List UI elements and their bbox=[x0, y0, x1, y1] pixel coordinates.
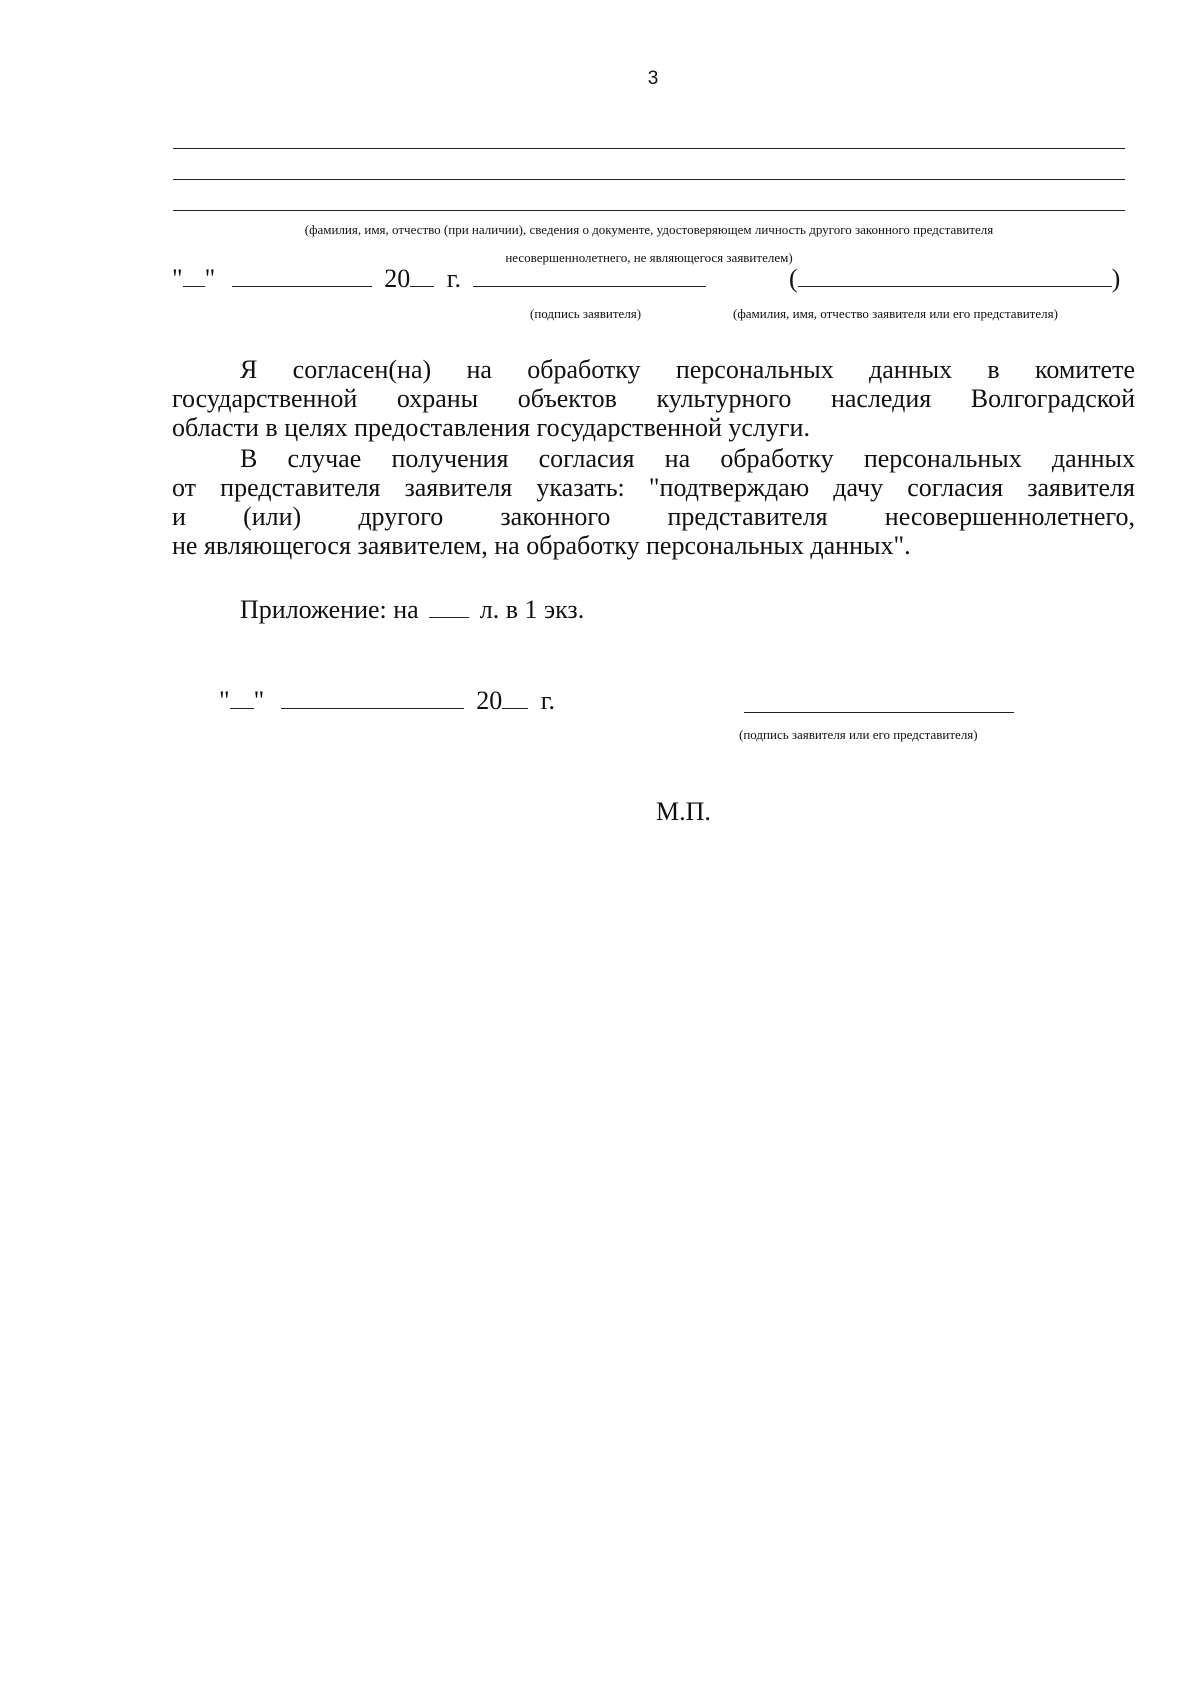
appendix-suffix: л. в 1 экз. bbox=[479, 595, 585, 624]
consent-line: Я согласен(на) на обработку персональных данных в комитете bbox=[240, 355, 1135, 384]
appendix-line bbox=[240, 595, 584, 625]
appendix-sheets-field[interactable] bbox=[429, 617, 469, 618]
consent-paragraph-1 bbox=[172, 355, 1135, 442]
applicant-signature-field-1[interactable] bbox=[473, 286, 706, 287]
consent-line: не являющегося заявителем, на обработку персональных данных". bbox=[172, 531, 911, 560]
page-number: 3 bbox=[647, 68, 659, 89]
year-prefix-2: 20 bbox=[476, 686, 503, 715]
consent-line: В случае получения согласия на обработку персональных данных bbox=[240, 444, 1135, 473]
date-row-2 bbox=[219, 686, 555, 716]
name-caption-1: (фамилия, имя, отчество заявителя или его представителя) bbox=[733, 306, 1058, 321]
month-field-1[interactable] bbox=[232, 286, 372, 287]
consent-paragraph-2 bbox=[172, 444, 1135, 560]
consent-line: и (или) другого законного представителя несовершеннолетнего, bbox=[172, 502, 1135, 531]
year-suffix-1: г. bbox=[446, 264, 461, 293]
appendix-prefix: Приложение: на bbox=[240, 595, 419, 624]
representative-line-3[interactable] bbox=[173, 210, 1125, 211]
month-field-2[interactable] bbox=[281, 708, 464, 709]
stamp-place: М.П. bbox=[656, 797, 711, 826]
quote-close: " bbox=[253, 686, 265, 715]
consent-line: области в целях предоставления государственной услуги. bbox=[172, 413, 810, 442]
quote-close: " bbox=[204, 264, 216, 293]
day-field-2[interactable] bbox=[230, 708, 254, 709]
consent-line: государственной охраны объектов культурного наследия Волгоградской bbox=[172, 384, 1135, 413]
representative-line-2[interactable] bbox=[173, 179, 1125, 180]
signature-caption-1: (подпись заявителя) bbox=[530, 306, 642, 321]
representative-caption-line-2: несовершеннолетнего, не являющегося заявителем) bbox=[505, 250, 793, 265]
year-field-1[interactable] bbox=[410, 286, 434, 287]
consent-line: от представителя заявителя указать: "подтверждаю дачу согласия заявителя bbox=[172, 473, 1135, 502]
paren-close: ) bbox=[1111, 264, 1121, 293]
quote-open: " bbox=[219, 686, 230, 715]
applicant-name-group bbox=[789, 264, 1120, 294]
day-field-1[interactable] bbox=[183, 286, 205, 287]
paren-open: ( bbox=[789, 264, 798, 293]
representative-line-1[interactable] bbox=[173, 148, 1125, 149]
year-suffix-2: г. bbox=[540, 686, 555, 715]
signature-field-2[interactable] bbox=[744, 712, 1014, 713]
applicant-name-field[interactable] bbox=[798, 286, 1112, 287]
year-prefix-1: 20 bbox=[384, 264, 411, 293]
date-row-1 bbox=[172, 264, 706, 294]
signature-caption-2: (подпись заявителя или его представителя) bbox=[739, 727, 978, 742]
quote-open: " bbox=[172, 264, 183, 293]
representative-caption-line-1: (фамилия, имя, отчество (при наличии), сведения о документе, удостоверяющем личность другого законного представителя bbox=[304, 222, 994, 237]
year-field-2[interactable] bbox=[502, 708, 528, 709]
